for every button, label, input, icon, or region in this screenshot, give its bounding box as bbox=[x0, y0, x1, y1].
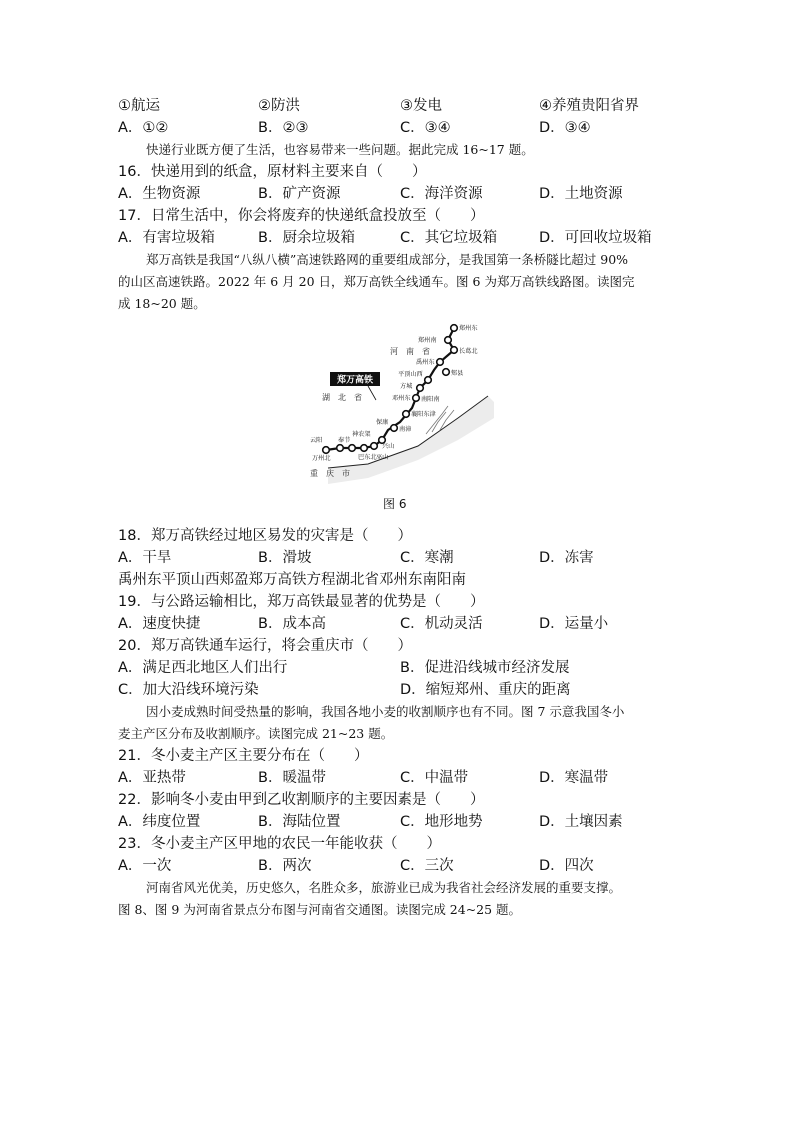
q18-stem: 18．郑万高铁经过地区易发的灾害是（ ） bbox=[118, 528, 412, 544]
q21-option-a: A．亚热带 bbox=[118, 770, 186, 786]
label-nanzhang: 南漳 bbox=[399, 426, 412, 433]
q15-item-3: ③发电 bbox=[400, 98, 442, 114]
q17-stem: 17．日常生活中，你会将废弃的快递纸盒投放至（ ） bbox=[118, 208, 485, 224]
q19-option-a: A．速度快捷 bbox=[118, 616, 201, 632]
label-wushan: 巫山 bbox=[376, 454, 389, 461]
stray-map-text: 禹州东平顶山西郏盈郑万高铁方程湖北省邓州东南阳南 bbox=[118, 572, 466, 588]
zhengwan-railway-map bbox=[308, 318, 494, 486]
q16-option-c: C．海洋资源 bbox=[400, 186, 483, 202]
station-zhengzhounan bbox=[445, 337, 452, 344]
q17-option-c: C．其它垃圾箱 bbox=[400, 230, 498, 246]
intro-24-25-line1: 河南省风光优美，历史悠久，名胜众多，旅游业已成为我省社会经济发展的重要支撑。 bbox=[146, 880, 622, 895]
province-hubei: 湖 北 省 bbox=[322, 393, 362, 402]
label-changgebei: 长葛北 bbox=[459, 348, 478, 355]
q18-option-c: C．寒潮 bbox=[400, 550, 454, 566]
q15-item-1: ①航运 bbox=[118, 98, 160, 114]
station-nanyangnan bbox=[413, 395, 420, 402]
label-yunyang: 云阳 bbox=[310, 437, 323, 444]
intro-16-17: 快递行业既方便了生活，也容易带来一些问题。据此完成 16~17 题。 bbox=[146, 142, 534, 157]
q15-option-d: D．③④ bbox=[539, 120, 591, 136]
station-wanzhoubei bbox=[323, 447, 330, 454]
q22-option-c: C．地形地势 bbox=[400, 814, 483, 830]
q15-option-a: A．①② bbox=[118, 120, 169, 136]
station-nanzhang bbox=[391, 425, 398, 432]
q19-option-d: D．运量小 bbox=[539, 616, 609, 632]
label-zhengzhoudong: 郑州东 bbox=[459, 325, 478, 332]
label-baokang: 保康 bbox=[376, 419, 389, 426]
station-zhengzhoudong bbox=[451, 325, 458, 332]
station-xiangyangdongjin bbox=[403, 411, 410, 418]
station-jiaxian bbox=[443, 369, 450, 376]
q20-option-a: A．满足西北地区人们出行 bbox=[118, 660, 288, 676]
map-title: 郑万高铁 bbox=[336, 375, 374, 386]
station-fengjie bbox=[337, 445, 344, 452]
label-yuzhoudong: 禹州东 bbox=[416, 359, 435, 366]
label-wanzhoubei: 万州北 bbox=[312, 455, 331, 462]
station-wushan bbox=[349, 445, 356, 452]
q16-option-d: D．土地资源 bbox=[539, 186, 623, 202]
intro-21-23-line1: 因小麦成熟时间受热量的影响，我国各地小麦的收割顺序也有不同。图 7 示意我国冬小 bbox=[146, 704, 625, 719]
q22-option-d: D．土壤因素 bbox=[539, 814, 623, 830]
q23-option-b: B．两次 bbox=[258, 858, 312, 874]
q18-option-b: B．滑坡 bbox=[258, 550, 312, 566]
q15-option-b: B．②③ bbox=[258, 120, 309, 136]
q16-stem: 16．快递用到的纸盒，原材料主要来自（ ） bbox=[118, 164, 427, 180]
station-changgebei bbox=[451, 347, 458, 354]
q20-option-d: D．缩短郑州、重庆的距离 bbox=[400, 682, 571, 698]
label-pingdingshanxi: 平顶山西 bbox=[398, 371, 423, 378]
q23-option-a: A．一次 bbox=[118, 858, 172, 874]
station-yuzhoudong bbox=[437, 359, 444, 366]
station-xingshan bbox=[371, 443, 378, 450]
q18-option-a: A．干旱 bbox=[118, 550, 172, 566]
q21-stem: 21．冬小麦主产区主要分布在（ ） bbox=[118, 748, 369, 764]
q16-option-b: B．矿产资源 bbox=[258, 186, 341, 202]
q22-stem: 22．影响冬小麦由甲到乙收割顺序的主要因素是（ ） bbox=[118, 792, 485, 808]
title-leader bbox=[368, 386, 376, 400]
intro-18-20-line3: 成 18~20 题。 bbox=[118, 296, 206, 311]
q23-stem: 23．冬小麦主产区甲地的农民一年能收获（ ） bbox=[118, 836, 441, 852]
q17-option-a: A．有害垃圾箱 bbox=[118, 230, 215, 246]
label-fangcheng: 方城 bbox=[400, 383, 413, 390]
province-henan: 河 南 省 bbox=[390, 347, 430, 356]
q21-option-c: C．中温带 bbox=[400, 770, 469, 786]
q17-option-d: D．可回收垃圾箱 bbox=[539, 230, 652, 246]
label-jiaxian: 郏县 bbox=[451, 370, 464, 377]
q20-stem: 20．郑万高铁通车运行，将会重庆市（ ） bbox=[118, 638, 412, 654]
q22-option-b: B．海陆位置 bbox=[258, 814, 341, 830]
intro-21-23-line2: 麦主产区分布及收割顺序。读图完成 21~23 题。 bbox=[118, 726, 394, 741]
q19-option-c: C．机动灵活 bbox=[400, 616, 483, 632]
q20-option-b: B．促进沿线城市经济发展 bbox=[400, 660, 570, 676]
q20-option-c: C．加大沿线环境污染 bbox=[118, 682, 259, 698]
q15-option-c: C．③④ bbox=[400, 120, 451, 136]
station-badongbei bbox=[361, 445, 368, 452]
intro-24-25-line2: 图 8、图 9 为河南省景点分布图与河南省交通图。读图完成 24~25 题。 bbox=[118, 902, 522, 917]
label-xingshan: 兴山 bbox=[382, 443, 395, 450]
province-chongqing: 重 庆 市 bbox=[310, 469, 350, 478]
q16-option-a: A．生物资源 bbox=[118, 186, 201, 202]
label-shennongjia: 神农架 bbox=[352, 431, 371, 438]
intro-18-20-line2: 的山区高速铁路。2022 年 6 月 20 日，郑万高铁全线通车。图 6 为郑万高铁线路图。读图完 bbox=[118, 274, 635, 289]
label-fengjie: 奉节 bbox=[338, 437, 351, 444]
q22-option-a: A．纬度位置 bbox=[118, 814, 201, 830]
label-badongbei: 巴东北 bbox=[358, 454, 377, 461]
q21-option-b: B．暖温带 bbox=[258, 770, 326, 786]
station-pingdingshanxi bbox=[425, 377, 432, 384]
station-fangcheng bbox=[417, 385, 424, 392]
label-xiangyangdongjin: 襄阳东津 bbox=[411, 411, 436, 418]
q15-item-2: ②防洪 bbox=[258, 98, 300, 114]
intro-18-20-line1: 郑万高铁是我国“八纵八横”高速铁路网的重要组成部分，是我国第一条桥隧比超过 90% bbox=[146, 252, 629, 267]
q18-option-d: D．冻害 bbox=[539, 550, 594, 566]
figure-6-caption: 图 6 bbox=[383, 497, 407, 511]
q23-option-c: C．三次 bbox=[400, 858, 454, 874]
q15-item-4: ④养殖贵阳省界 bbox=[539, 98, 639, 114]
q17-option-b: B．厨余垃圾箱 bbox=[258, 230, 355, 246]
label-nanyangnan: 南阳南 bbox=[421, 396, 440, 403]
label-zhengzhounan: 郑州南 bbox=[418, 337, 437, 344]
q21-option-d: D．寒温带 bbox=[539, 770, 609, 786]
label-dengzhoudong: 邓州东 bbox=[392, 395, 411, 402]
q23-option-d: D．四次 bbox=[539, 858, 594, 874]
q19-option-b: B．成本高 bbox=[258, 616, 326, 632]
q19-stem: 19．与公路运输相比，郑万高铁最显著的优势是（ ） bbox=[118, 594, 485, 610]
